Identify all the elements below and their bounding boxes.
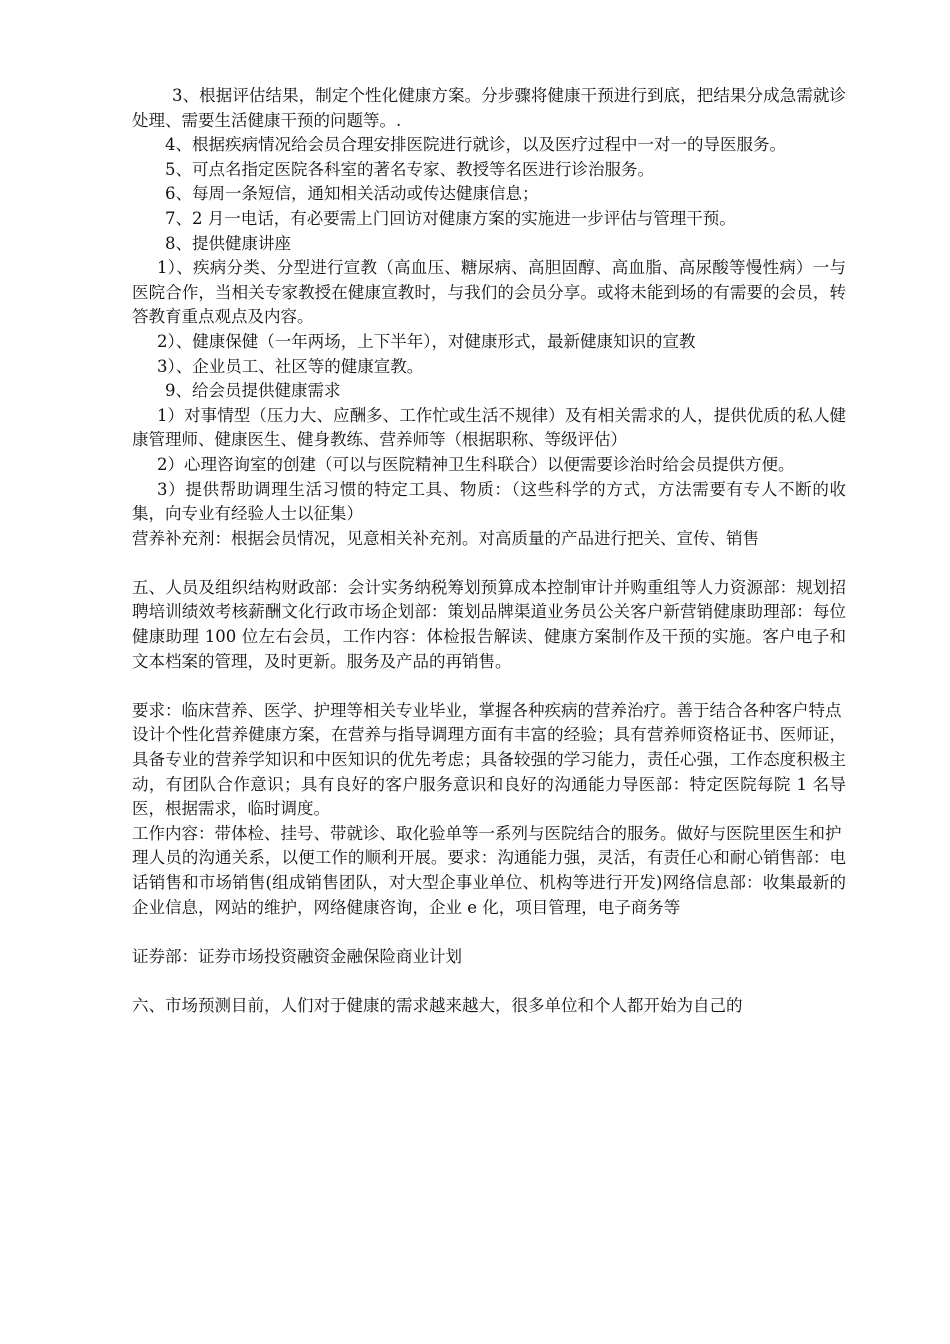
- paragraph-spacer: [132, 969, 846, 994]
- paragraph-item-4: 4、根据疾病情况给会员合理安排医院进行就诊，以及医疗过程中一对一的导医服务。: [165, 135, 786, 155]
- paragraph-nursing-relations: 理人员的沟通关系，以便工作的顺利开展。要求：沟通能力强，灵活，有责任心和耐心销售部：电话销售和市场销售(组成销售团队，对大型企事业单位、机构等进行开发)网络信息部：收集最新的企业信息，网站的维护，网络健康咨询，企业 e 化，项目管理，电子商务等: [132, 848, 846, 917]
- paragraph-item-8: 8、提供健康讲座: [165, 233, 291, 253]
- section-six-market-forecast: 六、市场预测目前，人们对于健康的需求越来越大，很多单位和个人都开始为自己的: [132, 995, 743, 1015]
- paragraph-subitem-8-3: 3）、企业员工、社区等的健康宣教。: [157, 356, 424, 376]
- paragraph-requirements: 要求：临床营养、医学、护理等相关专业毕业，掌握各种疾病的营养治疗。善于结合各种客户特点: [132, 700, 842, 720]
- paragraph-item-5: 5、可点名指定医院各科室的著名专家、教授等名医进行诊治服务。: [165, 159, 654, 179]
- paragraph-spacer: [132, 920, 846, 945]
- paragraph-design-plan: 设计个性化营养健康方案，在营养与指导调理方面有丰富的经验；具有营养师资格证书、医师证，具备专业的营养学知识和中医知识的优先考虑；具备较强的学习能力，责任心强，工作态度积极主动，有团队合作意识；具有良好的客户服务意识和良好的沟通能力导医部：特定医院每院 1 名导医，根据需求，临时调度。: [132, 725, 846, 819]
- paragraph-subitem-9-1: 1）对事情型（压力大、应酬多、工作忙或生活不规律）及有相关需求的人，提供优质的私人健康管理师、健康医生、健身教练、营养师等（根据职称、等级评估）: [132, 405, 846, 450]
- section-five-personnel: 五、人员及组织结构财政部：会计实务纳税筹划预算成本控制审计并购重组等人力资源部：规划招聘培训绩效考核薪酬文化行政市场企划部：策划品牌渠道业务员公关客户新营销健康助理部：每位健康助理 100 位左右会员，工作内容：体检报告解读、健康方案制作及干预的实施。客户电子和文本档案的管理，及时更新。服务及产品的再销售。: [132, 577, 846, 671]
- paragraph-item-7: 7、2 月一电话，有必要需上门回访对健康方案的实施进一步评估与管理干预。: [165, 208, 736, 228]
- paragraph-work-content: 工作内容：带体检、挂号、带就诊、取化验单等一系列与医院结合的服务。做好与医院里医生和护: [132, 823, 842, 843]
- paragraph-item-3: 3、根据评估结果，制定个性化健康方案。分步骤将健康干预进行到底，把结果分成急需就诊处理、需要生活健康干预的问题等。.: [132, 86, 846, 130]
- paragraph-subitem-9-2: 2）心理咨询室的创建（可以与医院精神卫生科联合）以便需要诊治时给会员提供方便。: [157, 454, 795, 474]
- paragraph-supplements: 营养补充剂：根据会员情况，见意相关补充剂。对高质量的产品进行把关、宣传、销售: [132, 528, 759, 548]
- paragraph-securities: 证券部：证券市场投资融资金融保险商业计划: [132, 946, 462, 966]
- paragraph-subitem-8-1: 1）、疾病分类、分型进行宣教（高血压、糖尿病、高胆固醇、高血脂、高尿酸等慢性病）一与医院合作，当相关专家教授在健康宣教时，与我们的会员分享。或将未能到场的有需要的会员，转答教育重点观点及内容。: [132, 258, 846, 327]
- paragraph-item-6: 6、每周一条短信，通知相关活动或传达健康信息；: [165, 184, 539, 204]
- paragraph-item-9: 9、给会员提供健康需求: [165, 381, 341, 401]
- paragraph-subitem-9-3: 3）提供帮助调理生活习惯的特定工具、物质：（这些科学的方式，方法需要有专人不断的收集，向专业有经验人士以征集）: [132, 479, 846, 524]
- paragraph-subitem-8-2: 2）、健康保健（一年两场，上下半年），对健康形式，最新健康知识的宣教: [157, 331, 696, 351]
- document-page: [132, 84, 846, 1019]
- paragraph-spacer: [132, 551, 846, 576]
- paragraph-spacer: [132, 674, 846, 699]
